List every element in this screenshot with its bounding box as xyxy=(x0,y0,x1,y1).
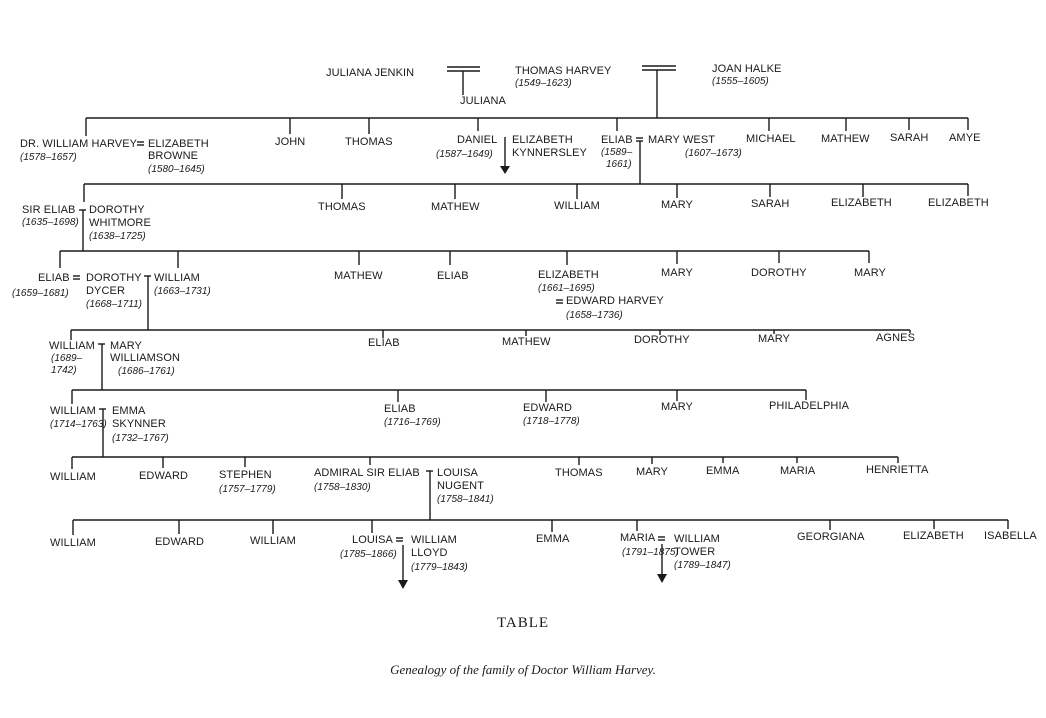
person-elizabeth: ELIZABETH xyxy=(538,269,599,281)
dates-william: (1714–1763) xyxy=(50,419,107,430)
person-edward-harvey: EDWARD HARVEY xyxy=(566,295,664,307)
person-stephen: STEPHEN xyxy=(219,469,272,481)
person-emma: EMMA xyxy=(536,533,570,545)
person-dorothy-dycer-surname: DYCER xyxy=(86,285,126,297)
person-maria: MARIA xyxy=(620,532,656,544)
person-maria: MARIA xyxy=(780,465,816,477)
person-michael: MICHAEL xyxy=(746,133,796,145)
figure-caption: Genealogy of the family of Doctor William Harvey. xyxy=(390,662,656,677)
person-william-tower-surname: TOWER xyxy=(674,546,716,558)
person-elizabeth: ELIZABETH xyxy=(903,530,964,542)
person-mary: MARY xyxy=(661,199,693,211)
dates-sir-eliab: (1635–1698) xyxy=(22,217,79,228)
dates-louisa-nugent: (1758–1841) xyxy=(437,494,494,505)
person-louisa-nugent: LOUISA xyxy=(437,467,478,479)
person-mary-williamson-surname: WILLIAMSON xyxy=(110,352,181,364)
person-mary: MARY xyxy=(661,401,693,413)
person-dr-william-harvey: DR. WILLIAM HARVEY xyxy=(20,138,138,150)
person-mathew: MATHEW xyxy=(334,270,383,282)
person-elizabeth: ELIZABETH xyxy=(928,197,989,209)
dates-mary-williamson: (1686–1761) xyxy=(118,366,175,377)
person-agnes: AGNES xyxy=(876,332,916,344)
person-william: WILLIAM xyxy=(250,535,296,547)
dates-dorothy-dycer: (1668–1711) xyxy=(86,299,142,310)
arrow-down-icon xyxy=(398,580,408,589)
person-eliab: ELIAB xyxy=(38,272,70,284)
person-elizabeth: ELIZABETH xyxy=(831,197,892,209)
dates-edward: (1718–1778) xyxy=(523,416,580,427)
person-daniel: DANIEL xyxy=(457,134,498,146)
dates-joan-halke: (1555–1605) xyxy=(712,76,769,87)
dates-elizabeth-browne: (1580–1645) xyxy=(148,164,205,175)
person-mary: MARY xyxy=(758,333,790,345)
person-william: WILLIAM xyxy=(554,200,600,212)
person-thomas-harvey: THOMAS HARVEY xyxy=(515,65,612,77)
person-sarah: SARAH xyxy=(890,132,929,144)
person-juliana: JULIANA xyxy=(460,95,506,107)
person-thomas: THOMAS xyxy=(555,467,603,479)
person-edward: EDWARD xyxy=(523,402,573,414)
dates-mary-west: (1607–1673) xyxy=(685,148,742,159)
generation-8 xyxy=(50,520,1037,589)
dates-edward-harvey: (1658–1736) xyxy=(566,310,623,321)
dates-eliab: (1659–1681) xyxy=(12,288,69,299)
person-dorothy-dycer: DOROTHY xyxy=(86,272,142,284)
person-sir-eliab: SIR ELIAB xyxy=(22,204,76,216)
person-eliab: ELIAB xyxy=(437,270,469,282)
person-joan-halke: JOAN HALKE xyxy=(712,63,782,75)
person-dorothy-whitmore-surname: WHITMORE xyxy=(89,217,151,229)
dates-eliab-2: 1661) xyxy=(606,159,632,170)
person-eliab: ELIAB xyxy=(368,337,400,349)
dates-emma-skynner: (1732–1767) xyxy=(112,433,169,444)
dates-stephen: (1757–1779) xyxy=(219,484,276,495)
dates-william-tower: (1789–1847) xyxy=(674,560,731,571)
person-georgiana: GEORGIANA xyxy=(797,531,865,543)
person-elizabeth-browne: ELIZABETH xyxy=(148,138,209,150)
person-william: WILLIAM xyxy=(50,405,96,417)
person-john: JOHN xyxy=(275,136,306,148)
person-mary: MARY xyxy=(636,466,668,478)
person-henrietta: HENRIETTA xyxy=(866,464,929,476)
person-emma: EMMA xyxy=(706,465,740,477)
person-mary-williamson: MARY xyxy=(110,340,142,352)
person-dorothy: DOROTHY xyxy=(751,267,807,279)
arrow-down-icon xyxy=(500,166,510,174)
generation-3 xyxy=(22,184,989,251)
dates-william-2: 1742) xyxy=(51,365,77,376)
dates-louisa: (1785–1866) xyxy=(340,549,397,560)
dates-admiral-sir-eliab: (1758–1830) xyxy=(314,482,371,493)
dates-william: (1663–1731) xyxy=(154,286,211,297)
person-elizabeth-kynnersley: ELIZABETH xyxy=(512,134,573,146)
dates-maria: (1791–1875) xyxy=(622,547,679,558)
person-emma-skynner-surname: SKYNNER xyxy=(112,418,166,430)
person-mathew: MATHEW xyxy=(821,133,870,145)
generation-5 xyxy=(49,330,915,390)
person-louisa-nugent-surname: NUGENT xyxy=(437,480,485,492)
arrow-down-icon xyxy=(657,574,667,583)
person-philadelphia: PHILADELPHIA xyxy=(769,400,850,412)
person-sarah: SARAH xyxy=(751,198,790,210)
person-william: WILLIAM xyxy=(50,537,96,549)
generation-6 xyxy=(50,390,850,457)
person-mary: MARY xyxy=(661,267,693,279)
person-thomas: THOMAS xyxy=(318,201,366,213)
person-dorothy-whitmore: DOROTHY xyxy=(89,204,145,216)
dates-william-lloyd: (1779–1843) xyxy=(411,562,468,573)
generation-7 xyxy=(50,457,929,520)
person-william-lloyd: WILLIAM xyxy=(411,534,457,546)
generation-2 xyxy=(20,118,981,184)
person-juliana-jenkin: JULIANA JENKIN xyxy=(326,67,415,79)
person-thomas: THOMAS xyxy=(345,136,393,148)
person-mathew: MATHEW xyxy=(502,336,551,348)
dates-dr-william-harvey: (1578–1657) xyxy=(20,152,77,163)
person-edward: EDWARD xyxy=(139,470,189,482)
dates-william-1: (1689– xyxy=(51,353,83,364)
person-mary: MARY xyxy=(854,267,886,279)
person-william: WILLIAM xyxy=(49,340,95,352)
generation-1 xyxy=(326,63,781,118)
person-william: WILLIAM xyxy=(50,471,96,483)
person-eliab: ELIAB xyxy=(384,403,416,415)
person-elizabeth-kynnersley-surname: KYNNERSLEY xyxy=(512,147,587,159)
person-mary-west: MARY WEST xyxy=(648,134,716,146)
dates-daniel: (1587–1649) xyxy=(436,149,493,160)
person-william-lloyd-surname: LLOYD xyxy=(411,547,448,559)
person-elizabeth-browne-surname: BROWNE xyxy=(148,150,199,162)
dates-dorothy-whitmore: (1638–1725) xyxy=(89,231,146,242)
person-admiral-sir-eliab: ADMIRAL SIR ELIAB xyxy=(314,467,420,479)
person-emma-skynner: EMMA xyxy=(112,405,146,417)
dates-eliab-1: (1589– xyxy=(601,147,633,158)
table-label: TABLE xyxy=(496,615,550,631)
dates-thomas-harvey: (1549–1623) xyxy=(515,78,572,89)
person-amye: AMYE xyxy=(949,132,981,144)
person-edward: EDWARD xyxy=(155,536,205,548)
person-dorothy: DOROTHY xyxy=(634,334,690,346)
person-william-tower: WILLIAM xyxy=(674,533,720,545)
person-isabella: ISABELLA xyxy=(984,530,1037,542)
dates-eliab: (1716–1769) xyxy=(384,417,441,428)
person-mathew: MATHEW xyxy=(431,201,480,213)
person-william: WILLIAM xyxy=(154,272,200,284)
dates-elizabeth: (1661–1695) xyxy=(538,283,595,294)
person-louisa: LOUISA xyxy=(352,534,393,546)
person-eliab: ELIAB xyxy=(601,134,633,146)
generation-4 xyxy=(12,251,887,330)
